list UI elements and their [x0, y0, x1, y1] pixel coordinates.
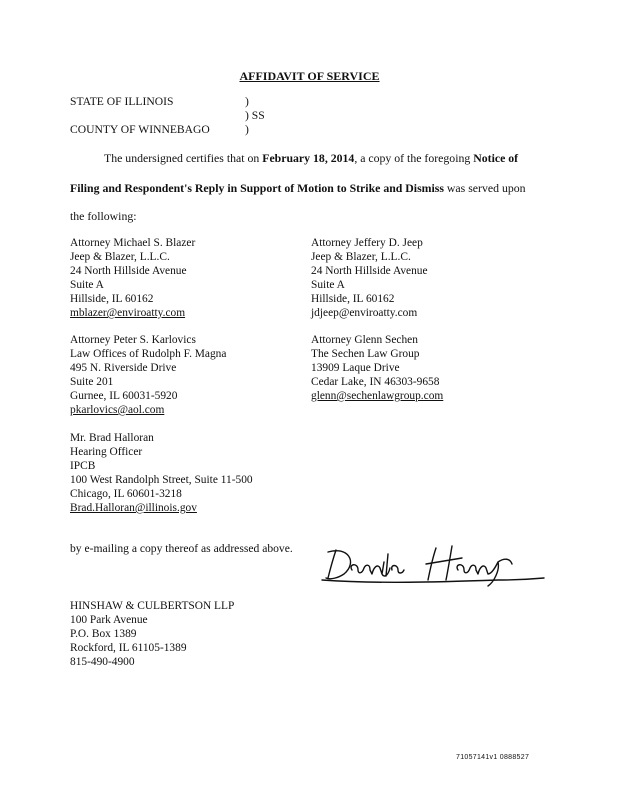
recipient-agency: IPCB: [70, 460, 96, 472]
recipient-jeep: [311, 236, 428, 320]
recipient-email-link[interactable]: glenn@sechenlawgroup.com: [311, 390, 444, 402]
firm-phone: 815-490-4900: [70, 656, 135, 668]
firm-name: HINSHAW & CULBERTSON LLP: [70, 600, 235, 612]
firm-block: [70, 599, 234, 669]
venue-paren-top: ): [245, 95, 249, 108]
recipient-city: Chicago, IL 60601-3218: [70, 488, 182, 500]
certification-line-1: [104, 151, 518, 165]
recipient-name: Attorney Peter S. Karlovics: [70, 334, 196, 346]
recipient-email-link[interactable]: pkarlovics@aol.com: [70, 404, 165, 416]
recipient-street: 24 North Hillside Avenue: [311, 265, 428, 277]
venue-paren-bottom: ): [245, 123, 249, 136]
recipient-name: Mr. Brad Halloran: [70, 432, 154, 444]
firm-city: Rockford, IL 61105-1389: [70, 642, 187, 654]
service-method: by e-mailing a copy thereof as addressed above.: [70, 542, 293, 555]
recipient-firm: The Sechen Law Group: [311, 348, 420, 360]
recipient-street: 24 North Hillside Avenue: [70, 265, 187, 277]
recipient-title: Hearing Officer: [70, 446, 143, 458]
recipient-karlovics: [70, 333, 226, 417]
document-title: AFFIDAVIT OF SERVICE: [239, 69, 380, 83]
recipient-name: Attorney Michael S. Blazer: [70, 237, 196, 249]
service-date: February 18, 2014: [262, 151, 355, 165]
recipient-city: Hillside, IL 60162: [70, 293, 154, 305]
certification-suffix: was served upon: [443, 181, 526, 195]
recipient-name: Attorney Glenn Sechen: [311, 334, 418, 346]
recipient-sechen: [311, 333, 443, 403]
recipient-blazer: [70, 236, 195, 320]
recipient-street: 13909 Laque Drive: [311, 362, 400, 374]
venue-state: STATE OF ILLINOIS: [70, 95, 174, 108]
recipient-email-link[interactable]: mblazer@enviroatty.com: [70, 307, 186, 319]
recipient-city: Hillside, IL 60162: [311, 293, 395, 305]
recipient-street: 100 West Randolph Street, Suite 11-500: [70, 474, 253, 486]
recipient-firm: Jeep & Blazer, L.L.C.: [70, 251, 170, 263]
document-name: Filing and Respondent's Reply in Support of Motion to Strike and Dismiss: [70, 181, 444, 195]
recipient-suite: Suite A: [311, 279, 345, 291]
certification-line-2: [70, 181, 526, 195]
document-id: 71057141v1 0888527: [456, 754, 530, 761]
venue-ss: ) SS: [245, 109, 265, 122]
certification-line-3: the following:: [70, 209, 137, 223]
firm-address-line-2: P.O. Box 1389: [70, 628, 137, 640]
recipient-suite: Suite 201: [70, 376, 114, 388]
recipient-city: Gurnee, IL 60031-5920: [70, 390, 178, 402]
document-name-start: Notice of: [473, 151, 519, 165]
recipient-suite: Suite A: [70, 279, 104, 291]
recipient-email-link[interactable]: Brad.Halloran@illinois.gov: [70, 502, 197, 514]
firm-address-line-1: 100 Park Avenue: [70, 614, 148, 626]
recipient-firm: Jeep & Blazer, L.L.C.: [311, 251, 411, 263]
recipient-street: 495 N. Riverside Drive: [70, 362, 177, 374]
recipient-halloran: [70, 431, 253, 515]
signature-image: [318, 540, 548, 588]
recipient-city: Cedar Lake, IN 46303-9658: [311, 376, 440, 388]
recipient-firm: Law Offices of Rudolph F. Magna: [70, 348, 227, 360]
recipient-email: jdjeep@enviroatty.com: [311, 307, 418, 319]
certification-prefix: The undersigned certifies that on: [104, 151, 263, 165]
venue-county: COUNTY OF WINNEBAGO: [70, 123, 210, 136]
certification-middle: , a copy of the foregoing: [354, 151, 474, 165]
recipient-name: Attorney Jeffery D. Jeep: [311, 237, 423, 249]
